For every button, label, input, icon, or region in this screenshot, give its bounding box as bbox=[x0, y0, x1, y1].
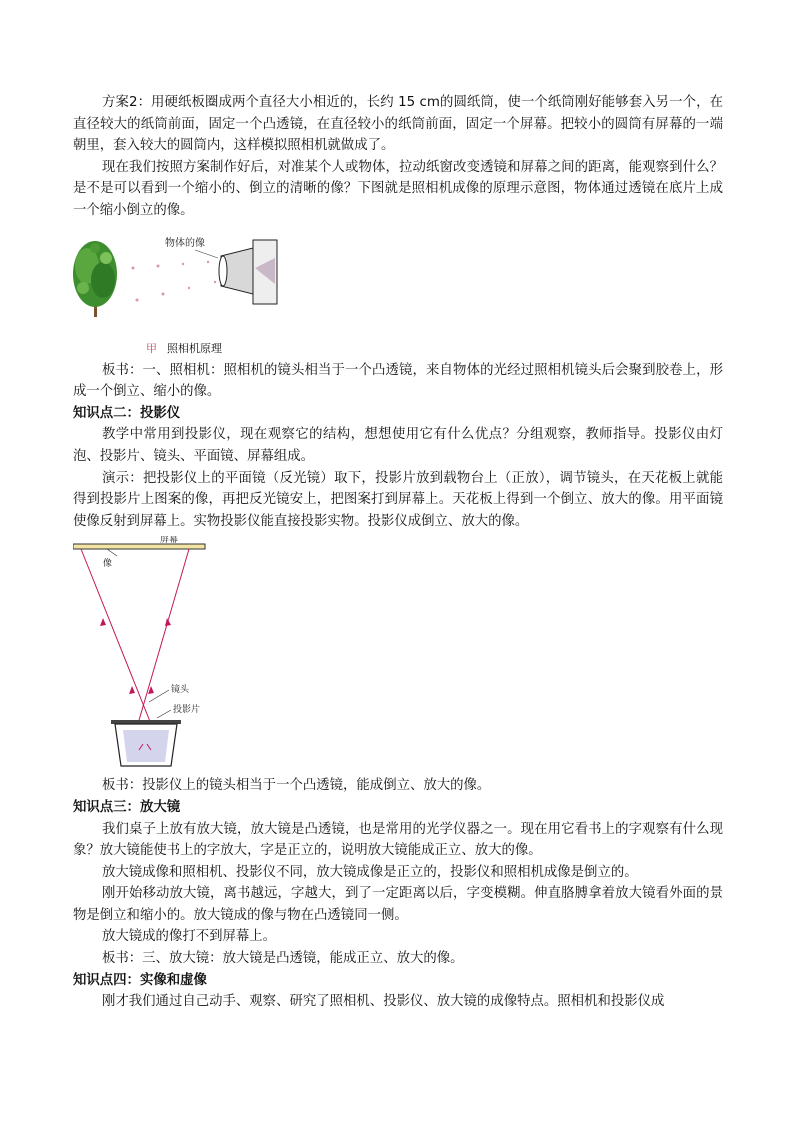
projector-diagram bbox=[73, 536, 273, 775]
tree-icon bbox=[73, 241, 117, 307]
paragraph-magnifier-screen: 放大镜成的像打不到屏幕上。 bbox=[102, 929, 277, 945]
caption-marker: 甲 bbox=[146, 341, 157, 355]
heading-magnifier: 知识点三：放大镜 bbox=[73, 799, 181, 815]
camera-icon bbox=[219, 240, 277, 304]
label-slide: 投影片 bbox=[173, 705, 201, 716]
label-image-of-object: 物体的像 bbox=[165, 237, 205, 249]
caption-text: 照相机原理 bbox=[167, 341, 222, 355]
ray-arrow-icons bbox=[100, 618, 171, 694]
paragraph-board-camera: 板书：一、照相机：照相机的镜头相当于一个凸透镜，来自物体的光经过照相机镜头后会聚到胶卷上，形成一个倒立、缩小的像。 bbox=[73, 362, 723, 400]
label-pointer bbox=[195, 250, 218, 258]
paragraph-camera-observation: 现在我们按照方案制作好后，对准某个人或物体，拉动纸窗改变透镜和屏幕之间的距离，能观察到什么？是不是可以看到一个缩小的、倒立的清晰的像？下图就是照相机成像的原理示意图，物体通过透镜在底片上成一个缩小倒立的像。 bbox=[73, 159, 723, 218]
paragraph-board-projector: 板书：投影仪上的镜头相当于一个凸透镜，能成倒立、放大的像。 bbox=[102, 778, 491, 794]
label-image: 像 bbox=[103, 559, 113, 570]
paragraph-magnifier-compare: 放大镜成像和照相机、投影仪不同，放大镜成像是正立的，投影仪和照相机成像是倒立的。 bbox=[102, 864, 638, 880]
slide-pointer bbox=[157, 710, 171, 718]
camera-principle-figure bbox=[73, 228, 723, 360]
paragraph-projector-demo: 演示：把投影仪上的平面镜（反光镜）取下，投影片放到载物台上（正放），调节镜头，在天花板上就能得到投影片上图案的像，再把反光镜安上，把图案打到屏幕上。天花板上得到一个倒立、放大的像。用平面镜使像反射到屏幕上。实物投影仪能直接投影实物。投影仪成倒立、放大的像。 bbox=[73, 470, 723, 529]
heading-projector: 知识点二：投影仪 bbox=[73, 405, 181, 421]
label-screen: 屏幕 bbox=[160, 536, 179, 546]
image-pointer bbox=[107, 549, 117, 556]
paragraph-board-magnifier: 板书：三、放大镜：放大镜是凸透镜，能成正立、放大的像。 bbox=[102, 951, 464, 967]
paragraph-plan-two: 方案2：用硬纸板圈成两个直径大小相近的，长约 15 cm的圆纸筒，使一个纸筒刚好能够套入另一个，在直径较大的纸筒前面，固定一个凸透镜，在直径较小的纸筒前面，固定一个屏幕。把较小的圆筒有屏幕的一端朝里，套入较大的圆筒内，这样模拟照相机就做成了。 bbox=[73, 95, 723, 154]
heading-real-virtual-image: 知识点四：实像和虚像 bbox=[73, 972, 207, 988]
paragraph-magnifier-intro: 我们桌子上放有放大镜，放大镜是凸透镜，也是常用的光学仪器之一。现在用它看书上的字观察有什么现象？放大镜能使书上的字放大，字是正立的，说明放大镜能成正立、放大的像。 bbox=[73, 821, 723, 859]
light-rays bbox=[132, 260, 217, 301]
paragraph-magnifier-distance: 刚开始移动放大镜，离书越远，字越大，到了一定距离以后，字变模糊。伸直胳膊拿着放大镜看外面的景物是倒立和缩小的。放大镜成的像与物在凸透镜同一侧。 bbox=[73, 886, 723, 923]
projector-icon bbox=[111, 720, 181, 766]
paragraph-summary: 刚才我们通过自己动手、观察、研究了照相机、投影仪、放大镜的成像特点。照相机和投影仪成 bbox=[102, 994, 665, 1010]
label-lens: 镜头 bbox=[171, 685, 190, 696]
screen-shape bbox=[73, 544, 205, 549]
document-page bbox=[73, 92, 723, 1013]
figure-caption bbox=[146, 340, 222, 356]
projector-figure bbox=[73, 536, 723, 775]
paragraph-projector-structure: 教学中常用到投影仪，现在观察它的结构，想想使用它有什么优点？分组观察，教师指导。投影仪由灯泡、投影片、镜头、平面镜、屏幕组成。 bbox=[73, 427, 723, 464]
